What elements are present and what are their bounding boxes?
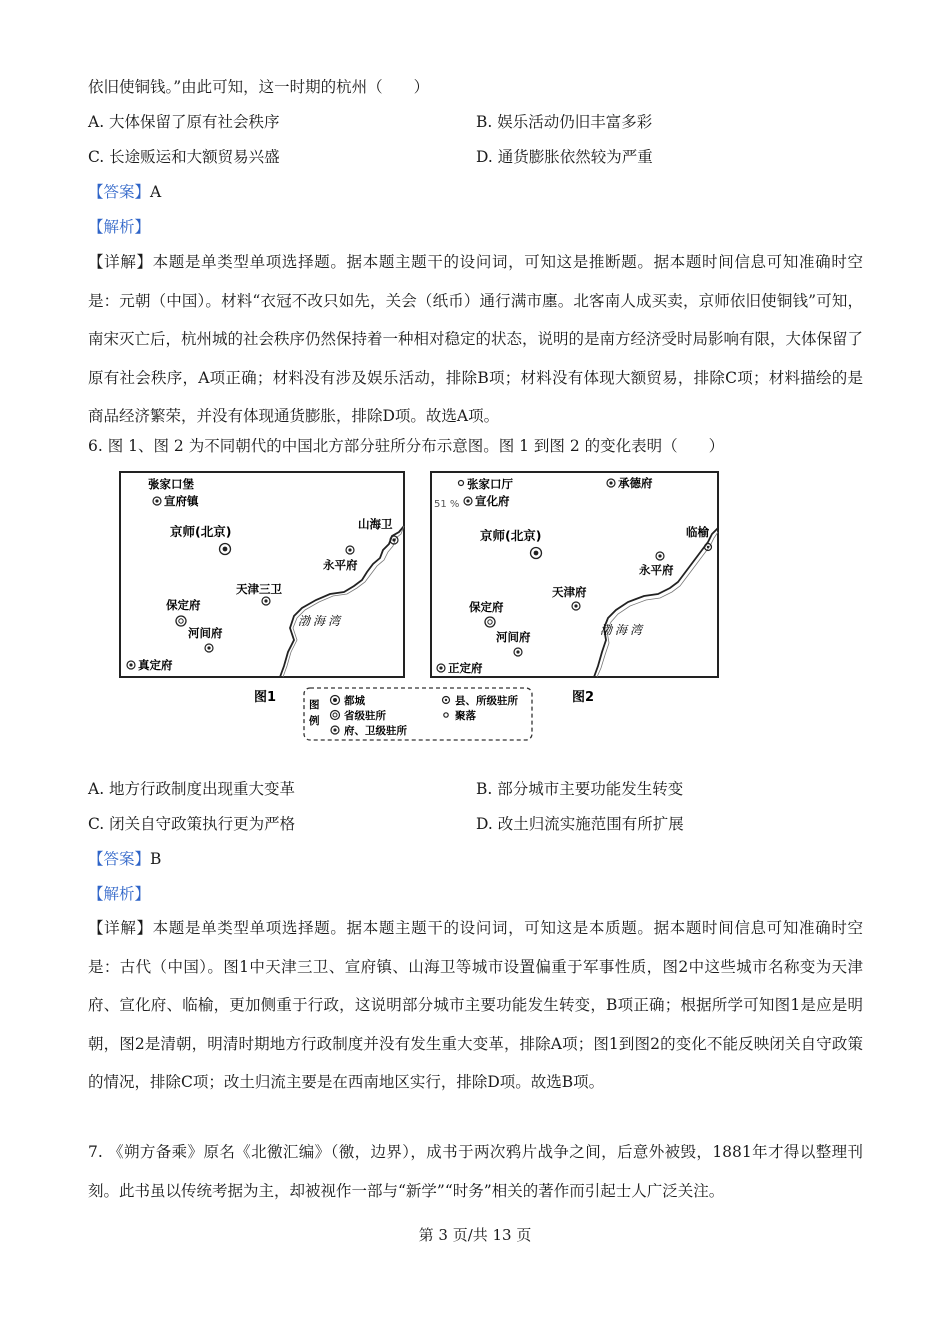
q6-option-a: A. 地方行政制度出现重大变革 xyxy=(88,780,296,798)
q6-option-b: B. 部分城市主要功能发生转变 xyxy=(476,780,684,798)
legend-provincial-icon-ring xyxy=(333,713,337,717)
detail-label: 【详解】 xyxy=(88,919,153,937)
q5-option-c: C. 长途贩运和大额贸易兴盛 xyxy=(88,148,280,166)
map1-label-jingshi: 京师(北京) xyxy=(170,524,232,539)
legend-provincial: 省级驻所 xyxy=(344,710,386,722)
map1-label-yongping: 永平府 xyxy=(323,558,358,572)
detail-label: 【详解】 xyxy=(88,253,153,271)
capital-marker-dot xyxy=(223,547,228,552)
answer-value: A xyxy=(150,183,162,201)
map2-label-baoding: 保定府 xyxy=(469,600,504,614)
map-2 xyxy=(431,472,718,677)
map1-label-zhangjiakou: 张家口堡 xyxy=(148,477,194,491)
map1-label-baoding: 保定府 xyxy=(166,598,201,612)
legend-title-2: 例 xyxy=(309,715,320,727)
map1-caption: 图1 xyxy=(254,690,277,705)
legend-county: 县、所级驻所 xyxy=(455,695,518,707)
prefecture-marker-dot xyxy=(207,646,210,649)
prefecture-marker-dot xyxy=(264,599,267,602)
prefecture-marker-dot xyxy=(516,650,519,653)
prefecture-marker-dot xyxy=(658,554,661,557)
map2-label-jingshi: 京师(北京) xyxy=(480,528,542,543)
map2-stray-mark: 51 % xyxy=(434,499,460,510)
legend-provincial-icon xyxy=(331,711,340,720)
q5-option-a: A. 大体保留了原有社会秩序 xyxy=(88,113,280,131)
prefecture-marker-dot xyxy=(466,499,469,502)
q6-analysis-label: 【解析】 xyxy=(88,885,151,903)
map1-label-hejian: 河间府 xyxy=(188,626,223,640)
prefecture-marker-dot xyxy=(439,666,442,669)
map2-label-yongping: 永平府 xyxy=(639,563,674,577)
q5-detail xyxy=(88,243,863,436)
q6-option-d: D. 改土归流实施范围有所扩展 xyxy=(476,815,684,833)
map2-label-xuanhua: 宣化府 xyxy=(475,494,510,508)
map1-label-tianjin: 天津三卫 xyxy=(236,582,282,596)
map2-label-zhengding: 正定府 xyxy=(448,661,483,675)
answer-value: B xyxy=(150,850,162,868)
legend-capital: 都城 xyxy=(344,695,365,707)
map-legend xyxy=(304,688,532,740)
legend-prefecture-icon-dot xyxy=(333,728,336,731)
county-marker-dot xyxy=(707,546,709,548)
q7-stem: 7. 《朔方备乘》原名《北徼汇编》（徼，边界），成书于两次鸦片战争之间，后意外被毁，1881年才得以整理刊刻。此书虽以传统考据为主，却被视作一部与“新学”“时务”相关的著作而引起士人广泛关注。 xyxy=(88,1143,863,1200)
legend-capital-icon-dot xyxy=(333,698,337,702)
legend-settlement-icon xyxy=(444,713,448,717)
legend-title-1: 图 xyxy=(309,699,320,711)
map1-label-shanhai: 山海卫 xyxy=(358,517,393,531)
legend-settlement: 聚落 xyxy=(455,710,476,722)
prefecture-marker-dot xyxy=(348,548,351,551)
answer-label: 【答案】 xyxy=(88,183,151,201)
map2-label-chengde: 承德府 xyxy=(618,476,653,490)
map1-label-bohai: 渤海湾 xyxy=(298,614,344,628)
map2-caption: 图2 xyxy=(572,690,595,705)
q5-answer xyxy=(88,181,161,203)
map-1 xyxy=(120,472,404,677)
q6-option-c: C. 闭关自守政策执行更为严格 xyxy=(88,815,296,833)
prefecture-marker-dot xyxy=(609,481,612,484)
map1-label-zhending: 真定府 xyxy=(138,658,173,672)
answer-label: 【答案】 xyxy=(88,850,151,868)
legend-prefecture: 府、卫级驻所 xyxy=(344,725,407,737)
q6-answer xyxy=(88,848,161,870)
prefecture-marker-dot xyxy=(155,499,158,502)
map1-label-xuanfu: 宣府镇 xyxy=(164,494,199,508)
prefecture-marker-dot xyxy=(574,604,577,607)
legend-county-icon-dot xyxy=(445,699,447,701)
prefecture-marker-dot xyxy=(129,663,132,666)
map2-label-tianjin: 天津府 xyxy=(552,585,587,599)
capital-marker-dot xyxy=(534,551,539,556)
map2-label-linyu: 临榆 xyxy=(686,525,709,539)
detail-text: 本题是单类型单项选择题。据本题主题干的设问词，可知这是本质题。据本题时间信息可知准确时空是：古代（中国）。图1中天津三卫、宣府镇、山海卫等城市设置偏重于军事性质，图2中这些城市名称变为天津府、宣化府、临榆，更加侧重于行政，这说明部分城市主要功能发生转变，B项正确；根据所学可知图1是应是明朝，图2是清朝，明清时期地方行政制度并没有发生重大变革，排除A项；图1到图2的变化不能反映闭关自守政策的情况，排除C项；改土归流主要是在西南地区实行，排除D项。故选B项。 xyxy=(88,919,863,1091)
q5-stem-tail: 依旧使铜钱。”由此可知，这一时期的杭州（ ） xyxy=(88,78,430,96)
detail-text: 本题是单类型单项选择题。据本题主题干的设问词，可知这是推断题。据本题时间信息可知准确时空是：元朝（中国）。材料“衣冠不改只如先，关会（纸币）通行满市廛。北客南人成买卖，京师依旧使铜钱”可知，南宋灭亡后，杭州城的社会秩序仍然保持着一种相对稳定的状态，说明的是南方经济受时局影响有限，大体保留了原有社会秩序，A项正确；材料没有涉及娱乐活动，排除B项；材料没有体现大额贸易，排除C项；材料描绘的是商品经济繁荣，并没有体现通货膨胀，排除D项。故选A项。 xyxy=(88,253,864,425)
page-footer: 第 3 页/共 13 页 xyxy=(418,1226,532,1244)
q5-option-d: D. 通货膨胀依然较为严重 xyxy=(476,148,653,166)
map2-label-hejian: 河间府 xyxy=(496,630,531,644)
q5-analysis-label: 【解析】 xyxy=(88,218,151,236)
map2-label-bohai: 渤海湾 xyxy=(600,623,646,637)
q6-detail xyxy=(88,909,863,1102)
q6-stem: 6. 图 1、图 2 为不同朝代的中国北方部分驻所分布示意图。图 1 到图 2 的变化表明（ ） xyxy=(88,437,725,455)
q5-option-b: B. 娱乐活动仍旧丰富多彩 xyxy=(476,113,653,131)
q6-figure xyxy=(118,468,723,746)
map2-label-zhangjiakou: 张家口厅 xyxy=(467,477,513,491)
prefecture-marker-dot xyxy=(392,538,395,541)
